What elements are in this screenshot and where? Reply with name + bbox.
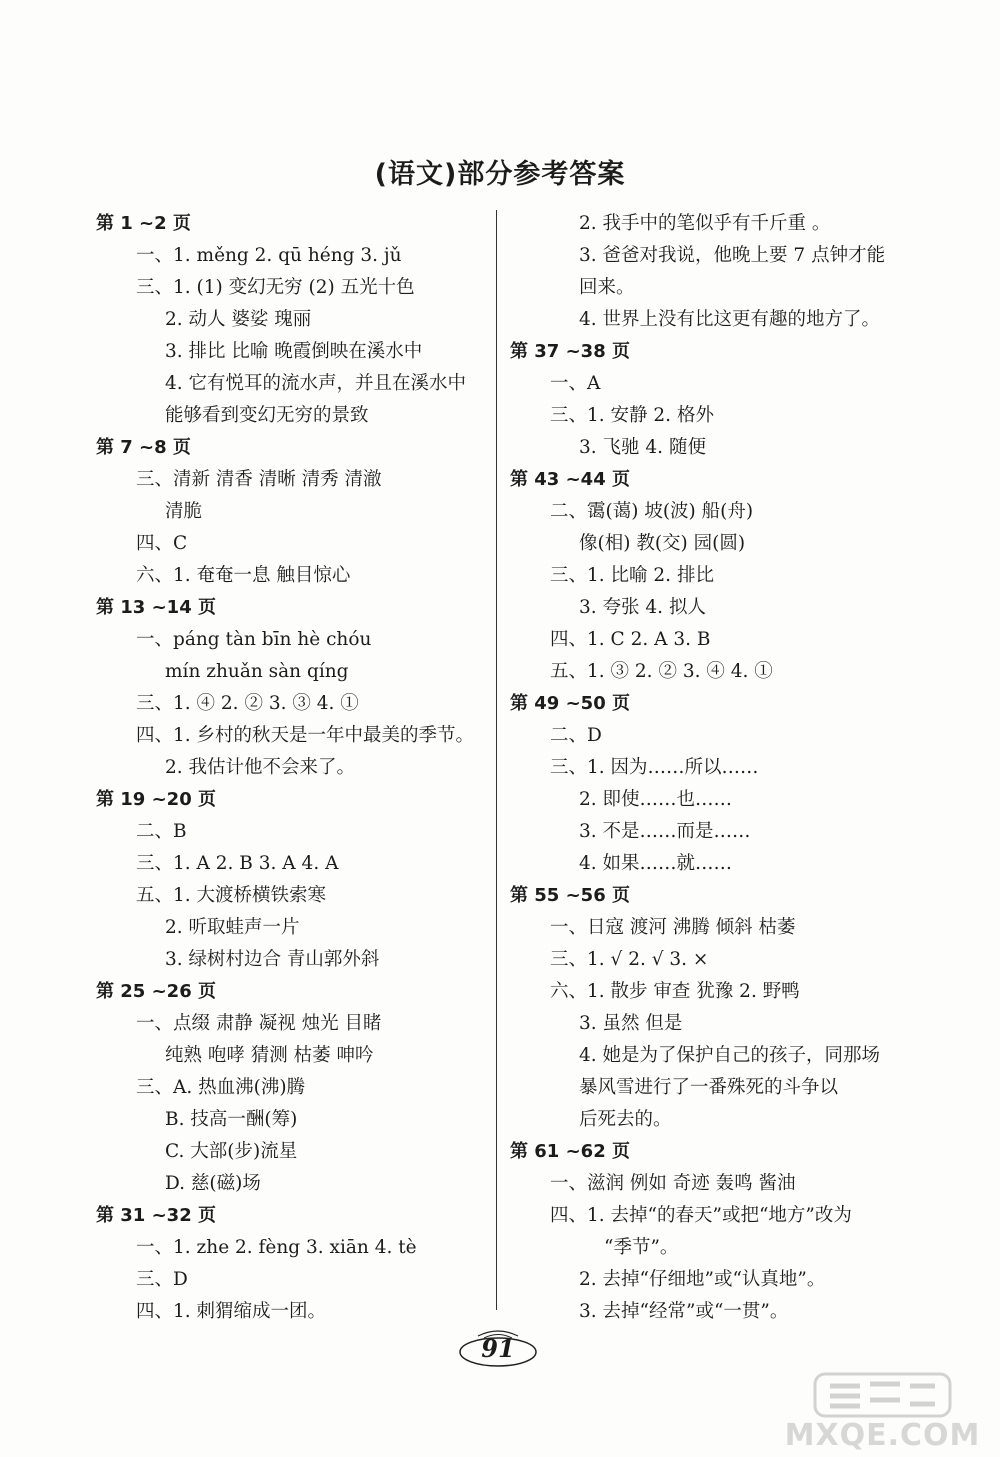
right-answer-line: 3. 虽然 但是 <box>579 1013 683 1034</box>
left-answer-line: mín zhuǎn sàn qíng <box>165 661 349 682</box>
right-answer-line: 回来。 <box>579 277 635 298</box>
left-answer-line: 2. 听取蛙声一片 <box>165 917 300 938</box>
left-answer-line: 2. 我估计他不会来了。 <box>165 757 356 778</box>
left-answer-line: 3. 绿树村边合 青山郭外斜 <box>165 949 380 970</box>
right-answer-line: 暴风雪进行了一番殊死的斗争以 <box>579 1077 839 1098</box>
right-answer-line: 4. 世界上没有比这更有趣的地方了。 <box>579 309 881 330</box>
right-answer-line: 4. 她是为了保护自己的孩子，同那场 <box>579 1045 881 1066</box>
left-answer-line: 三、D <box>136 1269 188 1290</box>
right-answer-line: 像(相) 教(交) 园(圆) <box>579 533 746 554</box>
right-answer-line: 三、1. 安静 2. 格外 <box>550 405 714 426</box>
right-answer-line: 二、D <box>550 725 602 746</box>
left-answer-line: C. 大部(步)流星 <box>165 1141 298 1162</box>
left-answer-line: 三、清新 清香 清晰 清秀 清澈 <box>136 469 382 490</box>
right-answer-line: 五、1. ③ 2. ② 3. ④ 4. ① <box>550 661 773 682</box>
left-section-heading: 第 25 ~26 页 <box>96 981 216 1002</box>
left-answer-line: 2. 动人 婆娑 瑰丽 <box>165 309 312 330</box>
left-answer-line: 三、1. (1) 变幻无穷 (2) 五光十色 <box>136 277 415 298</box>
right-section-heading: 第 55 ~56 页 <box>510 885 630 906</box>
right-answer-line: 3. 夸张 4. 拟人 <box>579 597 706 618</box>
watermark <box>770 1370 995 1455</box>
left-section-heading: 第 7 ~8 页 <box>96 437 191 458</box>
left-answer-line: 一、1. zhe 2. fèng 3. xiān 4. tè <box>136 1237 417 1258</box>
page-number: 91 <box>481 1334 515 1363</box>
right-answer-line: “季节”。 <box>604 1237 679 1258</box>
right-section-heading: 第 43 ~44 页 <box>510 469 630 490</box>
right-answer-line: 一、日寇 渡河 沸腾 倾斜 枯萎 <box>550 917 796 938</box>
right-answer-line: 三、1. √ 2. √ 3. × <box>550 949 709 970</box>
right-answer-line: 三、1. 因为……所以…… <box>550 757 759 778</box>
right-answer-line: 2. 即使……也…… <box>579 789 733 810</box>
right-answer-line: 二、霭(蔼) 坡(波) 船(舟) <box>550 501 754 522</box>
left-answer-line: 五、1. 大渡桥横铁索寒 <box>136 885 327 906</box>
page-number-badge <box>456 1324 546 1374</box>
right-answer-line: 2. 去掉“仔细地”或“认真地”。 <box>579 1269 826 1290</box>
left-section-heading: 第 31 ~32 页 <box>96 1205 216 1226</box>
left-answer-line: 三、1. A 2. B 3. A 4. A <box>136 853 339 874</box>
left-section-heading: 第 13 ~14 页 <box>96 597 216 618</box>
left-answer-line: D. 慈(磁)场 <box>165 1173 261 1194</box>
watermark-url: MXQE.COM <box>784 1418 981 1453</box>
left-answer-line: 纯熟 咆哮 猜测 枯萎 呻吟 <box>165 1045 374 1066</box>
left-section-heading: 第 1 ~2 页 <box>96 213 191 234</box>
left-answer-column <box>96 208 491 1328</box>
left-answer-line: 三、1. ④ 2. ② 3. ③ 4. ① <box>136 693 359 714</box>
right-answer-line: 2. 我手中的笔似乎有千斤重 。 <box>579 213 831 234</box>
column-divider <box>496 210 497 1310</box>
left-answer-line: 二、B <box>136 821 187 842</box>
page-title: (语文)部分参考答案 <box>374 159 626 190</box>
right-answer-column <box>510 208 910 1328</box>
right-answer-line: 3. 不是……而是…… <box>579 821 751 842</box>
left-answer-line: 四、1. 刺猬缩成一团。 <box>136 1301 327 1322</box>
left-section-heading: 第 19 ~20 页 <box>96 789 216 810</box>
left-answer-line: 四、C <box>136 533 188 554</box>
watermark-logo-icon <box>770 1370 995 1420</box>
right-section-heading: 第 49 ~50 页 <box>510 693 630 714</box>
left-answer-line: 一、点缀 肃静 凝视 烛光 目睹 <box>136 1013 382 1034</box>
right-answer-line: 一、滋润 例如 奇迹 轰鸣 酱油 <box>550 1173 796 1194</box>
right-answer-line: 四、1. C 2. A 3. B <box>550 629 711 650</box>
left-answer-line: 能够看到变幻无穷的景致 <box>165 405 369 426</box>
right-answer-line: 后死去的。 <box>579 1109 672 1130</box>
left-answer-line: 4. 它有悦耳的流水声，并且在溪水中 <box>165 373 467 394</box>
left-answer-line: 一、1. měng 2. qū héng 3. jǔ <box>136 245 402 266</box>
left-answer-line: B. 技高一酬(筹) <box>165 1109 298 1130</box>
left-answer-line: 三、A. 热血沸(沸)腾 <box>136 1077 306 1098</box>
left-answer-line: 清脆 <box>165 501 203 522</box>
right-answer-line: 四、1. 去掉“的春天”或把“地方”改为 <box>550 1205 852 1226</box>
right-answer-line: 三、1. 比喻 2. 排比 <box>550 565 714 586</box>
right-section-heading: 第 37 ~38 页 <box>510 341 630 362</box>
left-answer-line: 四、1. 乡村的秋天是一年中最美的季节。 <box>136 725 475 746</box>
right-section-heading: 第 61 ~62 页 <box>510 1141 630 1162</box>
right-answer-line: 4. 如果……就…… <box>579 853 733 874</box>
left-answer-line: 一、páng tàn bīn hè chóu <box>136 629 372 650</box>
right-answer-line: 一、A <box>550 373 601 394</box>
right-answer-line: 3. 爸爸对我说，他晚上要 7 点钟才能 <box>579 245 886 266</box>
left-answer-line: 六、1. 奄奄一息 触目惊心 <box>136 565 351 586</box>
right-answer-line: 3. 飞驰 4. 随便 <box>579 437 706 458</box>
right-answer-line: 六、1. 散步 审查 犹豫 2. 野鸭 <box>550 981 800 1002</box>
right-answer-line: 3. 去掉“经常”或“一贯”。 <box>579 1301 789 1322</box>
left-answer-line: 3. 排比 比喻 晚霞倒映在溪水中 <box>165 341 423 362</box>
